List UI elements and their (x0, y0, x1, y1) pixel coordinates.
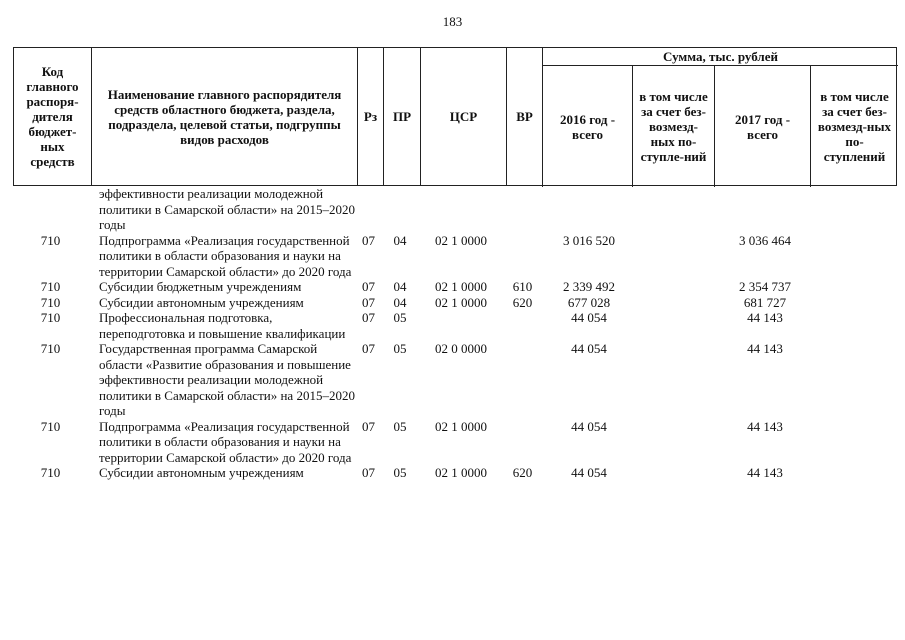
row-csr: 02 1 0000 (435, 232, 487, 248)
table-row (13, 419, 897, 466)
row-code: 710 (40, 294, 61, 310)
row-code: 710 (40, 465, 61, 480)
header-sum: Сумма, тыс. рублей (542, 48, 898, 66)
row-code: 710 (40, 279, 61, 294)
row-code: 710 (40, 310, 61, 325)
row-pr: 05 (393, 341, 407, 356)
row-rz: 07 (362, 232, 375, 248)
header-2017-total: 2017 год - всего (714, 66, 810, 187)
row-sum-2017: 681 727 (743, 294, 787, 310)
row-csr: 02 0 0000 (435, 341, 487, 356)
row-pr: 05 (393, 310, 407, 325)
row-code: 710 (40, 232, 61, 248)
row-csr: 02 1 0000 (435, 418, 487, 434)
row-name: Субсидии автономным учреждениям (99, 465, 304, 480)
table-row (13, 295, 897, 311)
row-sum-2017: 44 143 (747, 310, 783, 325)
row-rz: 07 (362, 465, 375, 480)
row-pr: 05 (393, 465, 407, 480)
table-body (13, 186, 897, 481)
header-2016-free: в том числе за счет без-возмезд-ных по-ступле-ний (632, 66, 714, 187)
row-csr: 02 1 0000 (435, 279, 487, 294)
row-code: 710 (40, 341, 61, 356)
row-rz: 07 (362, 418, 375, 434)
header-csr: ЦСР (420, 48, 506, 185)
table-row (13, 310, 897, 341)
row-csr: 02 1 0000 (435, 294, 487, 310)
row-rz: 07 (362, 279, 375, 294)
row-name: Субсидии автономным учреждениям (99, 294, 304, 310)
row-name: Государственная программа Самарской области «Развитие образования и повышение эффективности реализации молодежной политики в Самарской области» на 2015–2020 годы (99, 341, 355, 418)
row-sum-2016: 44 054 (571, 418, 607, 434)
row-vr: 620 (512, 294, 533, 310)
row-sum-2017: 3 036 464 (739, 232, 791, 248)
header-2017-free: в том числе за счет без-возмезд-ных по-ступлений (810, 66, 898, 187)
row-name: эффективности реализации молодежной политики в Самарской области» на 2015–2020 годы (99, 186, 355, 232)
header-2016-total: 2016 год - всего (542, 66, 632, 187)
row-name: Подпрограмма «Реализация государственной политики в области образования и науки на территории Самарской области» до 2020 года (99, 232, 352, 279)
row-csr: 02 1 0000 (435, 465, 487, 480)
row-sum-2016: 3 016 520 (563, 232, 615, 248)
table-row (13, 279, 897, 295)
row-rz: 07 (362, 341, 375, 356)
header-vr: ВР (506, 48, 542, 185)
row-vr: 610 (512, 279, 533, 294)
row-name: Субсидии бюджетным учреждениям (99, 279, 302, 294)
header-rz: Рз (357, 48, 383, 185)
table-header (13, 47, 897, 186)
row-rz: 07 (362, 310, 375, 325)
row-pr: 04 (393, 232, 407, 248)
row-sum-2016: 44 054 (571, 310, 607, 325)
row-vr: 620 (512, 465, 533, 480)
row-name: Подпрограмма «Реализация государственной политики в области образования и науки на территории Самарской области» до 2020 года (99, 418, 352, 465)
header-pr: ПР (383, 48, 420, 185)
table-row (13, 233, 897, 280)
table-row (13, 186, 897, 233)
row-sum-2016: 44 054 (571, 465, 607, 480)
row-pr: 04 (393, 294, 407, 310)
row-sum-2017: 44 143 (747, 465, 783, 480)
page-number: 183 (442, 14, 463, 29)
row-sum-2016: 677 028 (567, 294, 611, 310)
table-row (13, 341, 897, 419)
row-sum-2017: 2 354 737 (739, 279, 791, 294)
row-name: Профессиональная подготовка, переподготовка и повышение квалификации (99, 310, 346, 341)
row-sum-2016: 2 339 492 (563, 279, 615, 294)
header-code: Код главного распоря-дителя бюджет-ных средств (26, 64, 79, 169)
row-rz: 07 (362, 294, 375, 310)
row-sum-2016: 44 054 (571, 341, 607, 356)
row-sum-2017: 44 143 (747, 418, 783, 434)
header-name: Наименование главного распорядителя средств областного бюджета, раздела, подраздела, целевой статьи, подгруппы видов расходов (91, 48, 357, 185)
row-sum-2017: 44 143 (747, 341, 783, 356)
row-pr: 05 (393, 418, 407, 434)
row-pr: 04 (393, 279, 407, 294)
table-row (13, 465, 897, 481)
row-code: 710 (40, 418, 61, 434)
